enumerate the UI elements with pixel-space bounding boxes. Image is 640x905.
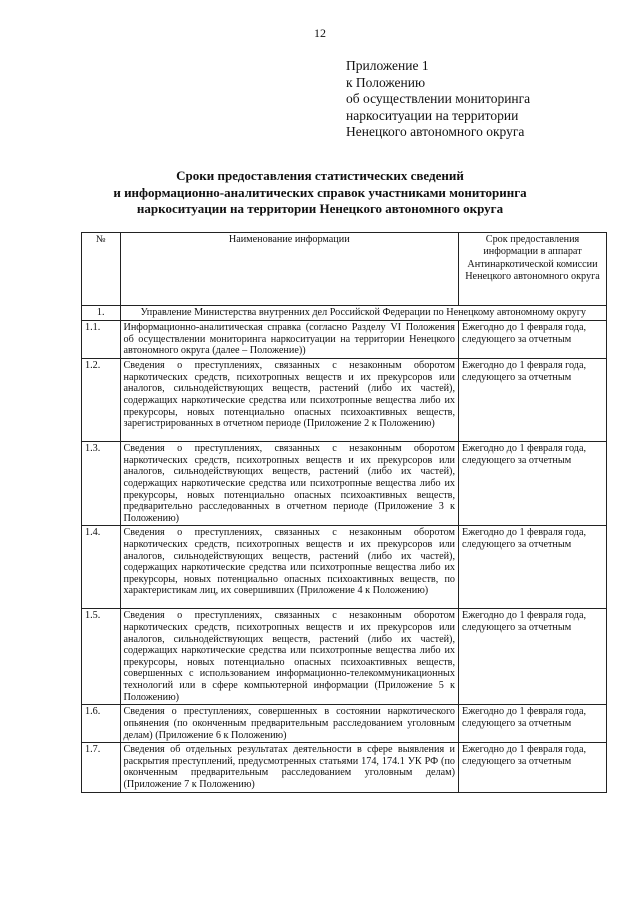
row-name: Сведения о преступлениях, связанных с незаконным оборотом наркотических средств, психотропных веществ и их прекурсоров или аналогов, сильнодействующих веществ, растений (либо их частей), содержащих наркотические средства или психотропные вещества либо их прекурсоры, новых потенциально опасных психоактивных веществ, предварительно расследованных в отчетном периоде (Приложение 3 к Положению) [120, 442, 459, 526]
row-name: Сведения о преступлениях, связанных с незаконным оборотом наркотических средств, психотропных веществ и их прекурсоров или аналогов, сильнодействующих веществ, растений (либо их частей), содержащих наркотические средства или психотропные вещества либо их прекурсоры, новых потенциально опасных психоактивных веществ, совершенных с использованием информационно-телекоммуникационных технологий или в сфере компьютерной информации (Приложение 5 к Положению) [120, 609, 459, 705]
row-term: Ежегодно до 1 февраля года, следующего за отчетным [459, 743, 607, 792]
table-row [82, 321, 607, 359]
section-title: Управление Министерства внутренних дел Российской Федерации по Ненецкому автономному округу [120, 306, 607, 321]
row-num: 1.6. [82, 705, 121, 743]
row-num: 1.2. [82, 359, 121, 442]
table-row [82, 359, 607, 442]
title-line: Сроки предоставления статистических сведений [176, 168, 464, 183]
title-line: наркоситуации на территории Ненецкого автономного округа [136, 201, 504, 216]
row-name: Сведения о преступлениях, связанных с незаконным оборотом наркотических средств, психотропных веществ и их прекурсоров или аналогов, сильнодействующих веществ, растений (либо их частей), содержащих наркотические средства или психотропные вещества либо их прекурсоры, новых потенциально опасных психоактивных веществ, зарегистрированных в отчетном периоде (Приложение 2 к Положению) [120, 359, 459, 442]
table-row [82, 442, 607, 526]
header-name: Наименование информации [120, 233, 459, 306]
annex-line: наркоситуации на территории [346, 107, 519, 123]
header-num: № [82, 233, 121, 306]
row-num: 1.3. [82, 442, 121, 526]
row-term: Ежегодно до 1 февраля года, следующего за отчетным [459, 526, 607, 609]
row-term: Ежегодно до 1 февраля года, следующего за отчетным [459, 609, 607, 705]
annex-line: Ненецкого автономного округа [346, 124, 525, 139]
row-term: Ежегодно до 1 февраля года, следующего за отчетным [459, 442, 607, 526]
row-num: 1.7. [82, 743, 121, 792]
table-row [82, 609, 607, 705]
table-row [82, 705, 607, 743]
annex-header [346, 58, 626, 141]
row-term: Ежегодно до 1 февраля года, следующего за отчетным [459, 359, 607, 442]
table-row [82, 743, 607, 792]
row-term: Ежегодно до 1 февраля года, следующего за отчетным [459, 321, 607, 359]
row-name: Сведения о преступлениях, связанных с незаконным оборотом наркотических средств, психотропных веществ и их прекурсоров или аналогов, сильнодействующих веществ, растений (либо их частей), содержащих наркотические средства или психотропные вещества либо их прекурсоры, новых потенциально опасных психоактивных веществ, по характеристикам лиц, их совершивших (Приложение 4 к Положению) [120, 526, 459, 609]
row-name: Сведения о преступлениях, совершенных в состоянии наркотического опьянения (по оконченным предварительным расследованием уголовным делам) (Приложение 6 к Положению) [120, 705, 459, 743]
row-num: 1.1. [82, 321, 121, 359]
annex-line: Приложение 1 [346, 58, 429, 73]
table-header-row [82, 233, 607, 306]
row-num: 1.5. [82, 609, 121, 705]
title-line: и информационно-аналитических справок участниками мониторинга [113, 184, 527, 200]
table-row [82, 526, 607, 609]
header-term: Срок предоставления информации в аппарат Антинаркотической комиссии Ненецкого автономного округа [459, 233, 607, 306]
annex-line: об осуществлении мониторинга [346, 91, 531, 106]
section-num: 1. [82, 306, 121, 321]
reporting-deadlines-table [81, 232, 607, 793]
row-term: Ежегодно до 1 февраля года, следующего за отчетным [459, 705, 607, 743]
row-name: Информационно-аналитическая справка (согласно Разделу VI Положения об осуществлении мониторинга наркоситуации на территории Ненецкого автономного округа (далее – Положение)) [120, 321, 459, 359]
page-number: 12 [314, 26, 326, 40]
row-num: 1.4. [82, 526, 121, 609]
annex-line: к Положению [346, 74, 426, 90]
row-name: Сведения об отдельных результатах деятельности в сфере выявления и раскрытия преступлений, предусмотренных статьями 174, 174.1 УК РФ (по оконченным предварительным расследованием уголовным делам) (Приложение 7 к Положению) [120, 743, 459, 792]
document-title [60, 168, 580, 218]
section-row [82, 306, 607, 321]
